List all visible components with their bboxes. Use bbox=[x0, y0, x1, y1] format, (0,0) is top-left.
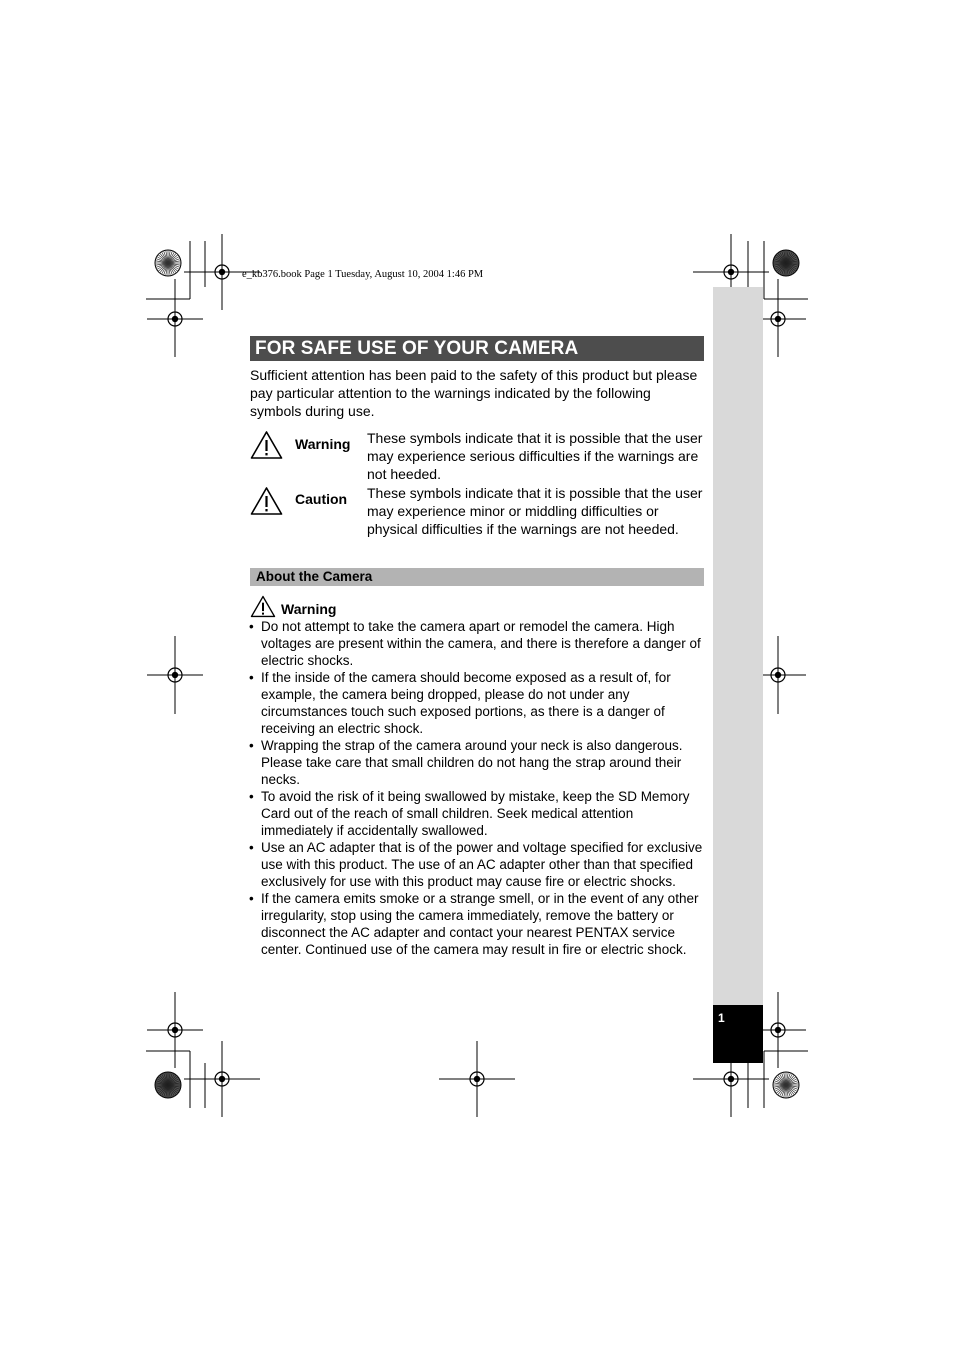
symbol-label: Caution bbox=[295, 491, 348, 507]
color-target-icon bbox=[773, 1072, 799, 1098]
page-number: 1 bbox=[718, 1011, 725, 1025]
file-header: e_kb376.book Page 1 Tuesday, August 10, 2004 1:46 PM bbox=[242, 269, 484, 280]
list-item: • If the inside of the camera should become exposed as a result of, for example, the camera being dropped, please do not under any circumstances touch such exposed portions, as there is a danger of receiving an electric shock. bbox=[249, 669, 705, 737]
list-item: • Use an AC adapter that is of the power and voltage specified for exclusive use with this product. The use of an AC adapter other than that specified exclusively for use with this product may cause fire or electric shocks. bbox=[249, 839, 705, 890]
list-item: • If the camera emits smoke or a strange smell, or in the event of any other irregularity, stop using the camera immediately, remove the battery or disconnect the AC adapter and contact your nearest PENTAX service center. Continued use of the camera may result in fire or electric shock. bbox=[249, 890, 705, 958]
warning-bullet-list bbox=[249, 618, 705, 958]
page-title: FOR SAFE USE OF YOUR CAMERA bbox=[250, 336, 704, 361]
side-thumb-strip bbox=[713, 287, 763, 1063]
intro-paragraph: Sufficient attention has been paid to the safety of this product but please pay particular attention to the warnings indicated by the following symbols during use. bbox=[250, 367, 698, 419]
symbol-description: These symbols indicate that it is possible that the user may experience serious difficulties if the warnings are not heeded. bbox=[367, 430, 703, 482]
symbol-row-warning bbox=[250, 429, 706, 481]
list-item: • Do not attempt to take the camera apart or remodel the camera. High voltages are present within the camera, and there is therefore a danger of electric shocks. bbox=[249, 618, 705, 669]
list-item: • To avoid the risk of it being swallowed by mistake, keep the SD Memory Card out of the reach of small children. Seek medical attention immediately if accidentally swallowed. bbox=[249, 788, 705, 839]
list-item: • Wrapping the strap of the camera around your neck is also dangerous. Please take care that small children do not hang the strap around their necks. bbox=[249, 737, 705, 788]
warning-triangle-icon bbox=[250, 430, 283, 460]
warning-label: Warning bbox=[281, 601, 337, 617]
color-target-icon bbox=[773, 250, 799, 276]
color-target-icon bbox=[155, 250, 181, 276]
warning-triangle-icon bbox=[250, 486, 283, 516]
warning-triangle-icon bbox=[250, 595, 276, 618]
symbol-label: Warning bbox=[295, 436, 351, 452]
color-target-icon bbox=[155, 1072, 181, 1098]
symbol-row-caution bbox=[250, 484, 706, 540]
registration-mark-icon bbox=[184, 1041, 260, 1117]
symbol-description: These symbols indicate that it is possible that the user may experience minor or middling difficulties or physical difficulties if the warnings are not heeded. bbox=[367, 485, 703, 537]
registration-mark-icon bbox=[439, 1041, 515, 1117]
section-heading: About the Camera bbox=[250, 568, 704, 586]
